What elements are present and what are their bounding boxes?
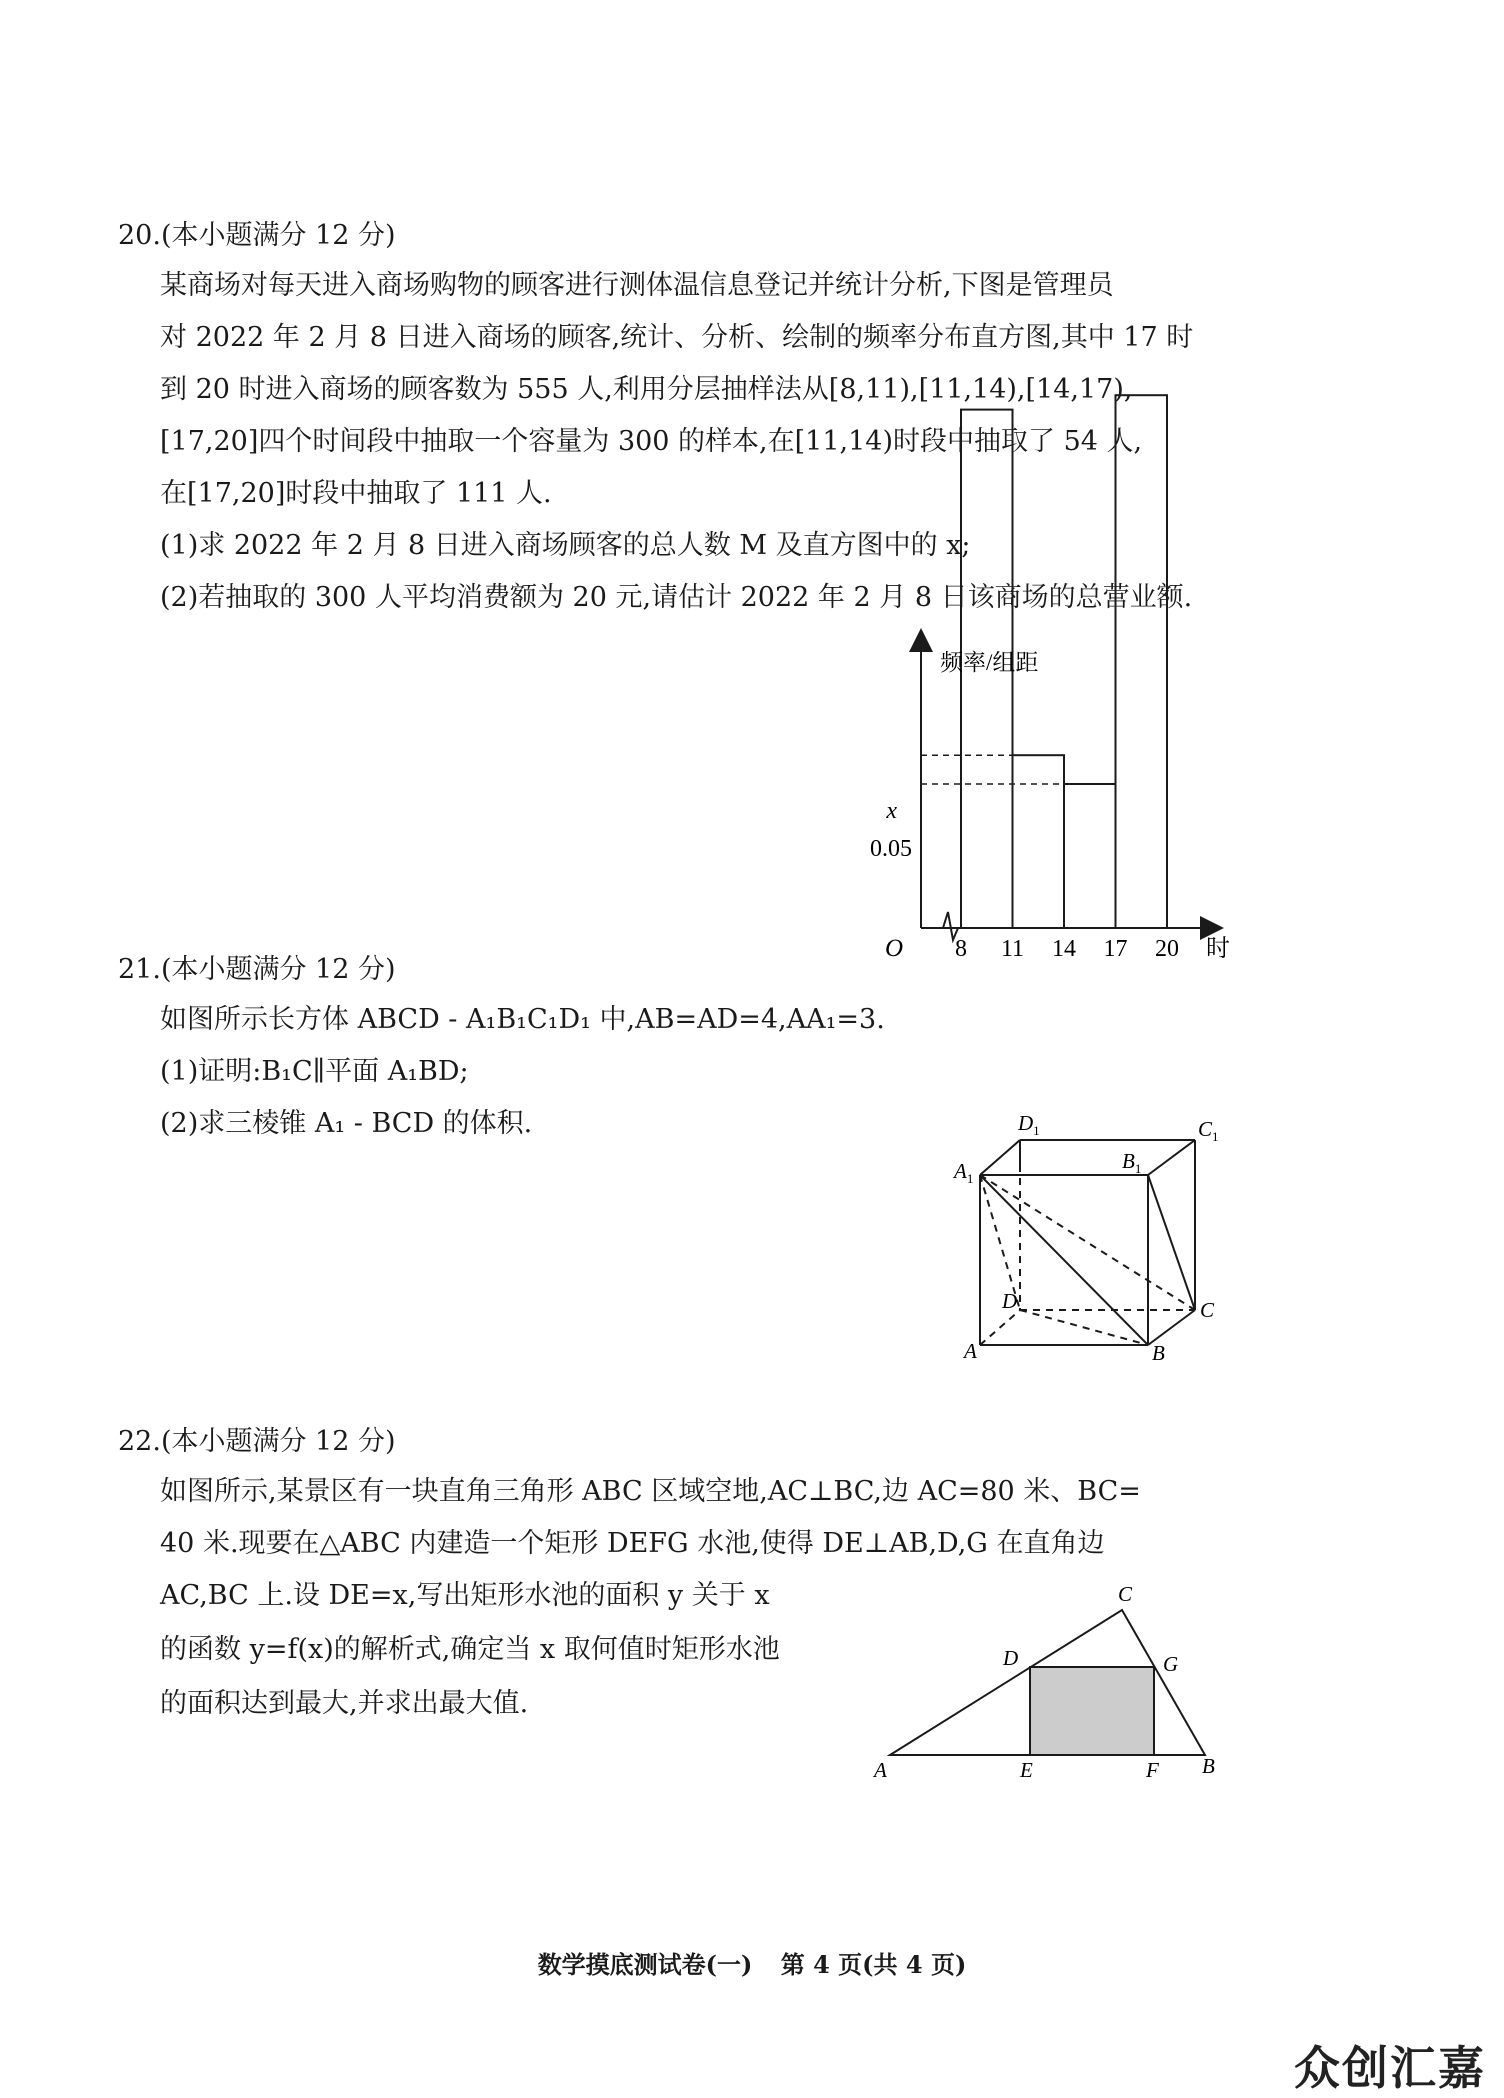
cuboid-figure <box>950 1100 1240 1370</box>
q20-text-line: [17,20]四个时间段中抽取一个容量为 300 的样本,在[11,14)时段中抽取了 54 人, <box>160 426 1143 457</box>
x-tick-label: 20 <box>1155 936 1179 962</box>
q22-text-line: 40 米.现要在△ABC 内建造一个矩形 DEFG 水池,使得 DE⊥AB,D,G 在直角边 <box>160 1528 1105 1559</box>
q22-text-line: 的面积达到最大,并求出最大值. <box>160 1688 529 1719</box>
label-A: A <box>874 1758 887 1782</box>
histogram-bar <box>1116 395 1168 928</box>
triangle-pool-figure <box>860 1575 1260 1785</box>
x-tick-label: 11 <box>1000 936 1025 962</box>
q21-text-line: 如图所示长方体 ABCD - A₁B₁C₁D₁ 中,AB=AD=4,AA₁=3. <box>160 1004 885 1035</box>
x-tick-label: 14 <box>1052 936 1076 962</box>
q20-heading: 20.(本小题满分 12 分) <box>118 220 396 251</box>
q20-text-line: 到 20 时进入商场的顾客数为 555 人,利用分层抽样法从[8,11),[11,14),[14,17), <box>160 374 1133 405</box>
page-footer <box>0 1945 1504 1980</box>
watermark-logo: 众创汇嘉 <box>1294 2041 1486 2095</box>
label-B: B <box>1152 1341 1165 1365</box>
q21-part2: (2)求三棱锥 A₁ - BCD 的体积. <box>160 1108 533 1139</box>
label-B: B <box>1202 1754 1215 1778</box>
y-label-x: x <box>886 798 897 824</box>
label-E: E <box>1020 1758 1033 1782</box>
y-axis-title: 频率/组距 <box>940 650 1039 675</box>
histogram-bar <box>1013 755 1065 928</box>
origin-label: O <box>884 935 903 962</box>
q20-text-line: 某商场对每天进入商场购物的顾客进行测体温信息登记并统计分析,下图是管理员 <box>160 270 1114 301</box>
label-C1: $C_1$ <box>1198 1117 1219 1144</box>
label-C: C <box>1200 1298 1215 1322</box>
y-label-0-05: 0.05 <box>870 836 912 862</box>
q22-text-line: AC,BC 上.设 DE=x,写出矩形水池的面积 y 关于 x <box>160 1580 770 1611</box>
q22-text-line: 的函数 y=f(x)的解析式,确定当 x 取何值时矩形水池 <box>160 1634 780 1665</box>
footer-page: 第 4 页(共 4 页) <box>780 1950 967 1979</box>
label-D: D <box>1003 1646 1019 1670</box>
footer-title: 数学摸底测试卷(一) <box>537 1950 753 1979</box>
label-D1: $D_1$ <box>1018 1111 1040 1138</box>
label-G: G <box>1163 1652 1179 1676</box>
pool-rectangle <box>1030 1667 1154 1755</box>
label-A: A <box>964 1339 977 1363</box>
q20-part2: (2)若抽取的 300 人平均消费额为 20 元,请估计 2022 年 2 月 8 日该商场的总营业额. <box>160 582 1193 613</box>
q21-heading: 21.(本小题满分 12 分) <box>118 954 396 985</box>
q20-text-line: 在[17,20]时段中抽取了 111 人. <box>160 478 552 509</box>
label-C: C <box>1118 1582 1133 1606</box>
q21-part1: (1)证明:B₁C∥平面 A₁BD; <box>160 1056 469 1087</box>
q22-heading: 22.(本小题满分 12 分) <box>118 1426 396 1457</box>
q20-text-line: 对 2022 年 2 月 8 日进入商场的顾客,统计、分析、绘制的频率分布直方图,其中 17 时 <box>160 322 1194 353</box>
x-axis-unit: 时 <box>1206 936 1230 962</box>
x-tick-label: 8 <box>955 936 967 962</box>
label-F: F <box>1146 1758 1159 1782</box>
x-tick-label: 17 <box>1103 936 1128 962</box>
q22-text-line: 如图所示,某景区有一块直角三角形 ABC 区域空地,AC⊥BC,边 AC=80 米、BC= <box>160 1476 1141 1507</box>
label-A1: $A_1$ <box>954 1159 974 1186</box>
histogram-bar <box>1064 784 1116 928</box>
q20-part1: (1)求 2022 年 2 月 8 日进入商场顾客的总人数 M 及直方图中的 x; <box>160 530 971 561</box>
frequency-histogram <box>0 0 1504 980</box>
label-D: D <box>1002 1289 1018 1313</box>
label-B1: $B_1$ <box>1122 1149 1142 1176</box>
